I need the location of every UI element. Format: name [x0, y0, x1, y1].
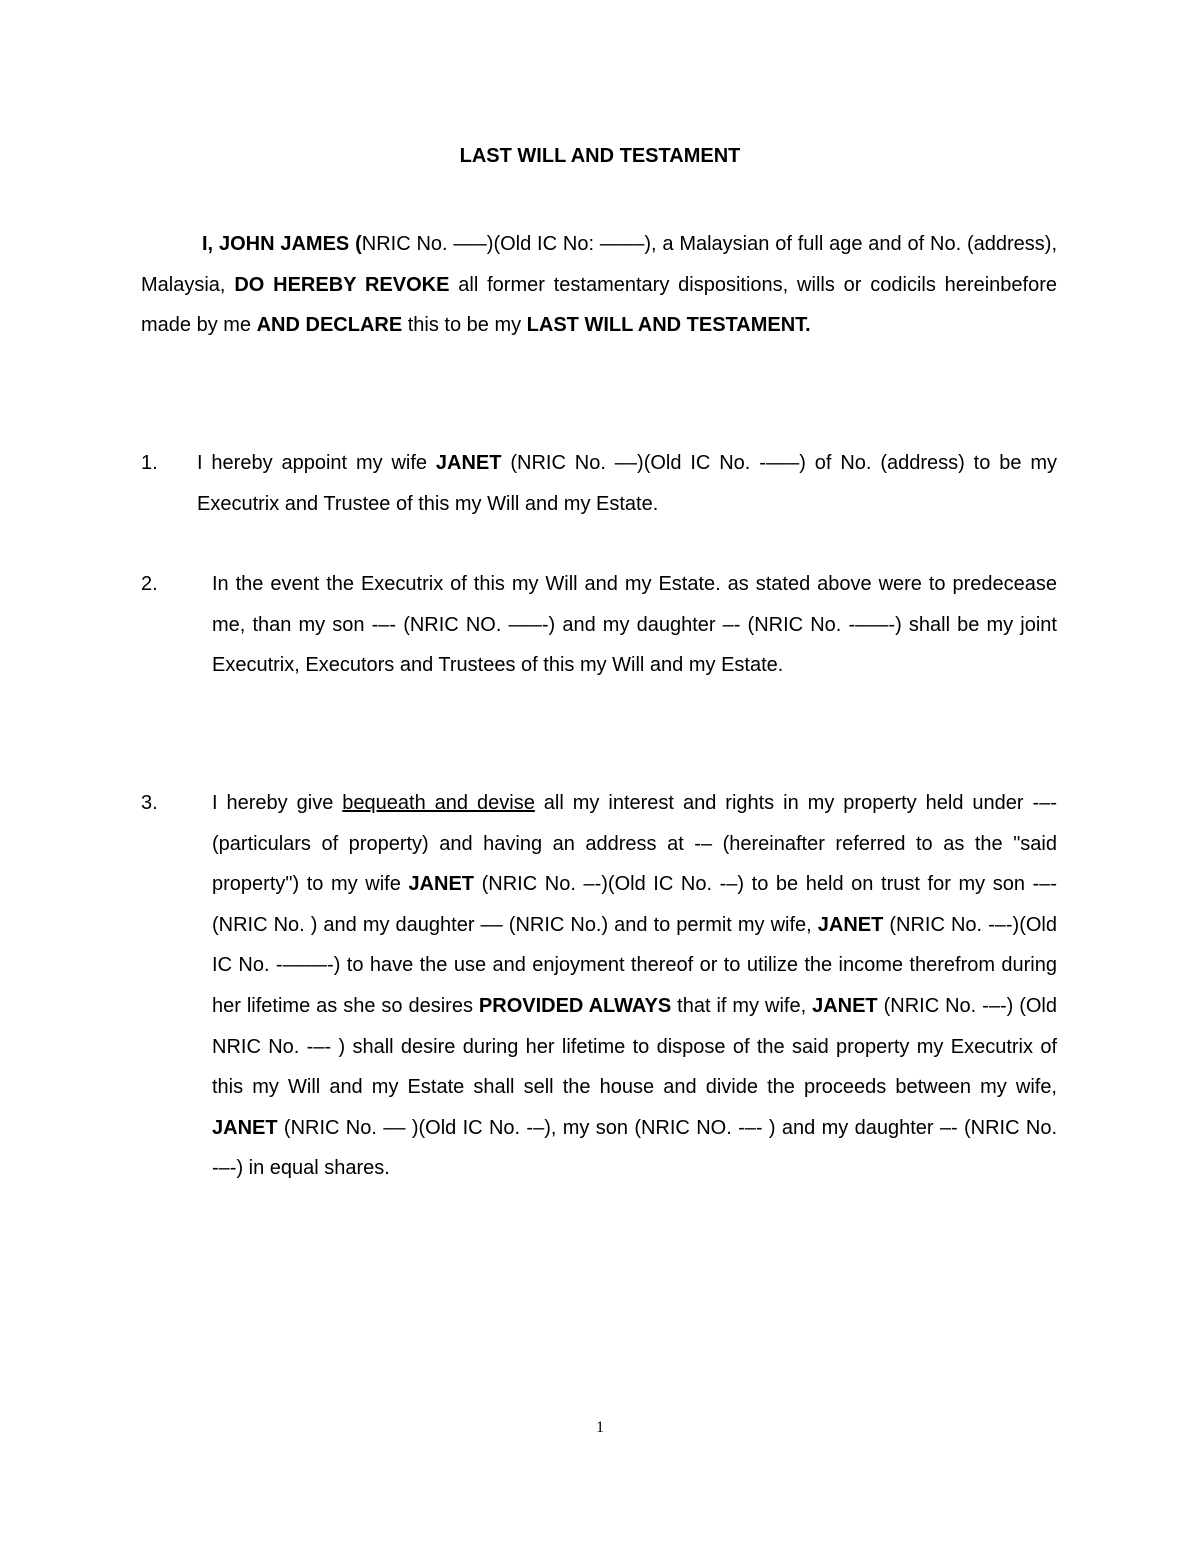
intro-text-1: NRIC No. –––)(Old IC No: ––––), a Malaysian of full age and of No. (address), Malaysia,	[141, 233, 1057, 296]
clause-1-bold-janet: JANET	[435, 452, 502, 474]
clause-2-text	[212, 564, 1057, 686]
intro-text-3: this to be my	[402, 314, 527, 337]
clause-3-text-1: all my interest and rights in my property held under -–- (particulars of property) and having an address at -– (hereinafter referred to as the "said property") to my wife	[212, 792, 1057, 896]
clause-1-text-1: I hereby appoint my wife	[197, 452, 436, 474]
clause-3-bold-janet-1: JANET	[408, 873, 475, 896]
intro-bold-declare: AND DECLARE	[256, 314, 403, 337]
clause-3-text	[212, 783, 1057, 1189]
intro-bold-will: LAST WILL AND TESTAMENT.	[526, 314, 811, 337]
clause-3-bold-janet-4: JANET	[212, 1116, 278, 1139]
clause-3-bold-provided-always: PROVIDED ALWAYS	[478, 994, 672, 1017]
clause-2-number: 2.	[141, 573, 158, 595]
clause-3-text-5: (NRIC No. -–-) (Old NRIC No. -–- ) shall desire during her lifetime to dispose of the said property my Executrix of this my Will and my Estate shall sell the house and divide the proceeds between my wife,	[212, 994, 1057, 1099]
testator-name: I, JOHN JAMES (	[202, 233, 362, 255]
clause-3-text-2: (NRIC No. –-)(Old IC No. -–) to be held on trust for my son -–- (NRIC No. ) and my daughter –– (NRIC No.) and to permit my wife,	[212, 873, 1058, 936]
clause-3-text-0: I hereby give	[212, 792, 343, 814]
clause-3-bold-janet-3: JANET	[812, 994, 878, 1017]
clause-1-number: 1.	[141, 452, 158, 474]
intro-bold-revoke: DO HEREBY REVOKE	[234, 273, 450, 296]
clause-3-text-6: (NRIC No. –– )(Old IC No. -–), my son (NRIC NO. -–- ) and my daughter –- (NRIC No. -–-) in equal shares.	[212, 1116, 1057, 1180]
intro-paragraph	[141, 224, 1057, 346]
intro-text-2: all former testamentary dispositions, wills or codicils hereinbefore made by me	[141, 273, 1057, 337]
clause-3-underlined-bequeath: bequeath and devise	[342, 792, 535, 814]
clause-3-bold-janet-2: JANET	[817, 913, 884, 936]
clause-1-text	[197, 443, 1057, 524]
clause-1-text-2: (NRIC No. ––)(Old IC No. -–––) of No. (address) to be my Executrix and Trustee of this my Will and my Estate.	[197, 452, 1057, 515]
clause-2-text-1: In the event the Executrix of this my Will and my Estate. as stated above were to predecease me, than my son -–- (NRIC NO. –––-) and my daughter –- (NRIC No. -–––-) shall be my joint Executrix, Executors and Trustees of this my Will and my Estate.	[212, 573, 1057, 677]
clause-3-number: 3.	[141, 792, 158, 814]
document-title: LAST WILL AND TESTAMENT	[459, 145, 741, 167]
clause-3-text-3: (NRIC No. -–-)(Old IC No. -––––-) to have the use and enjoyment thereof or to utilize the income therefrom during her lifetime as she so desires	[212, 913, 1057, 1017]
page-number: 1	[596, 1419, 604, 1436]
clause-3-text-4: that if my wife,	[671, 994, 813, 1017]
